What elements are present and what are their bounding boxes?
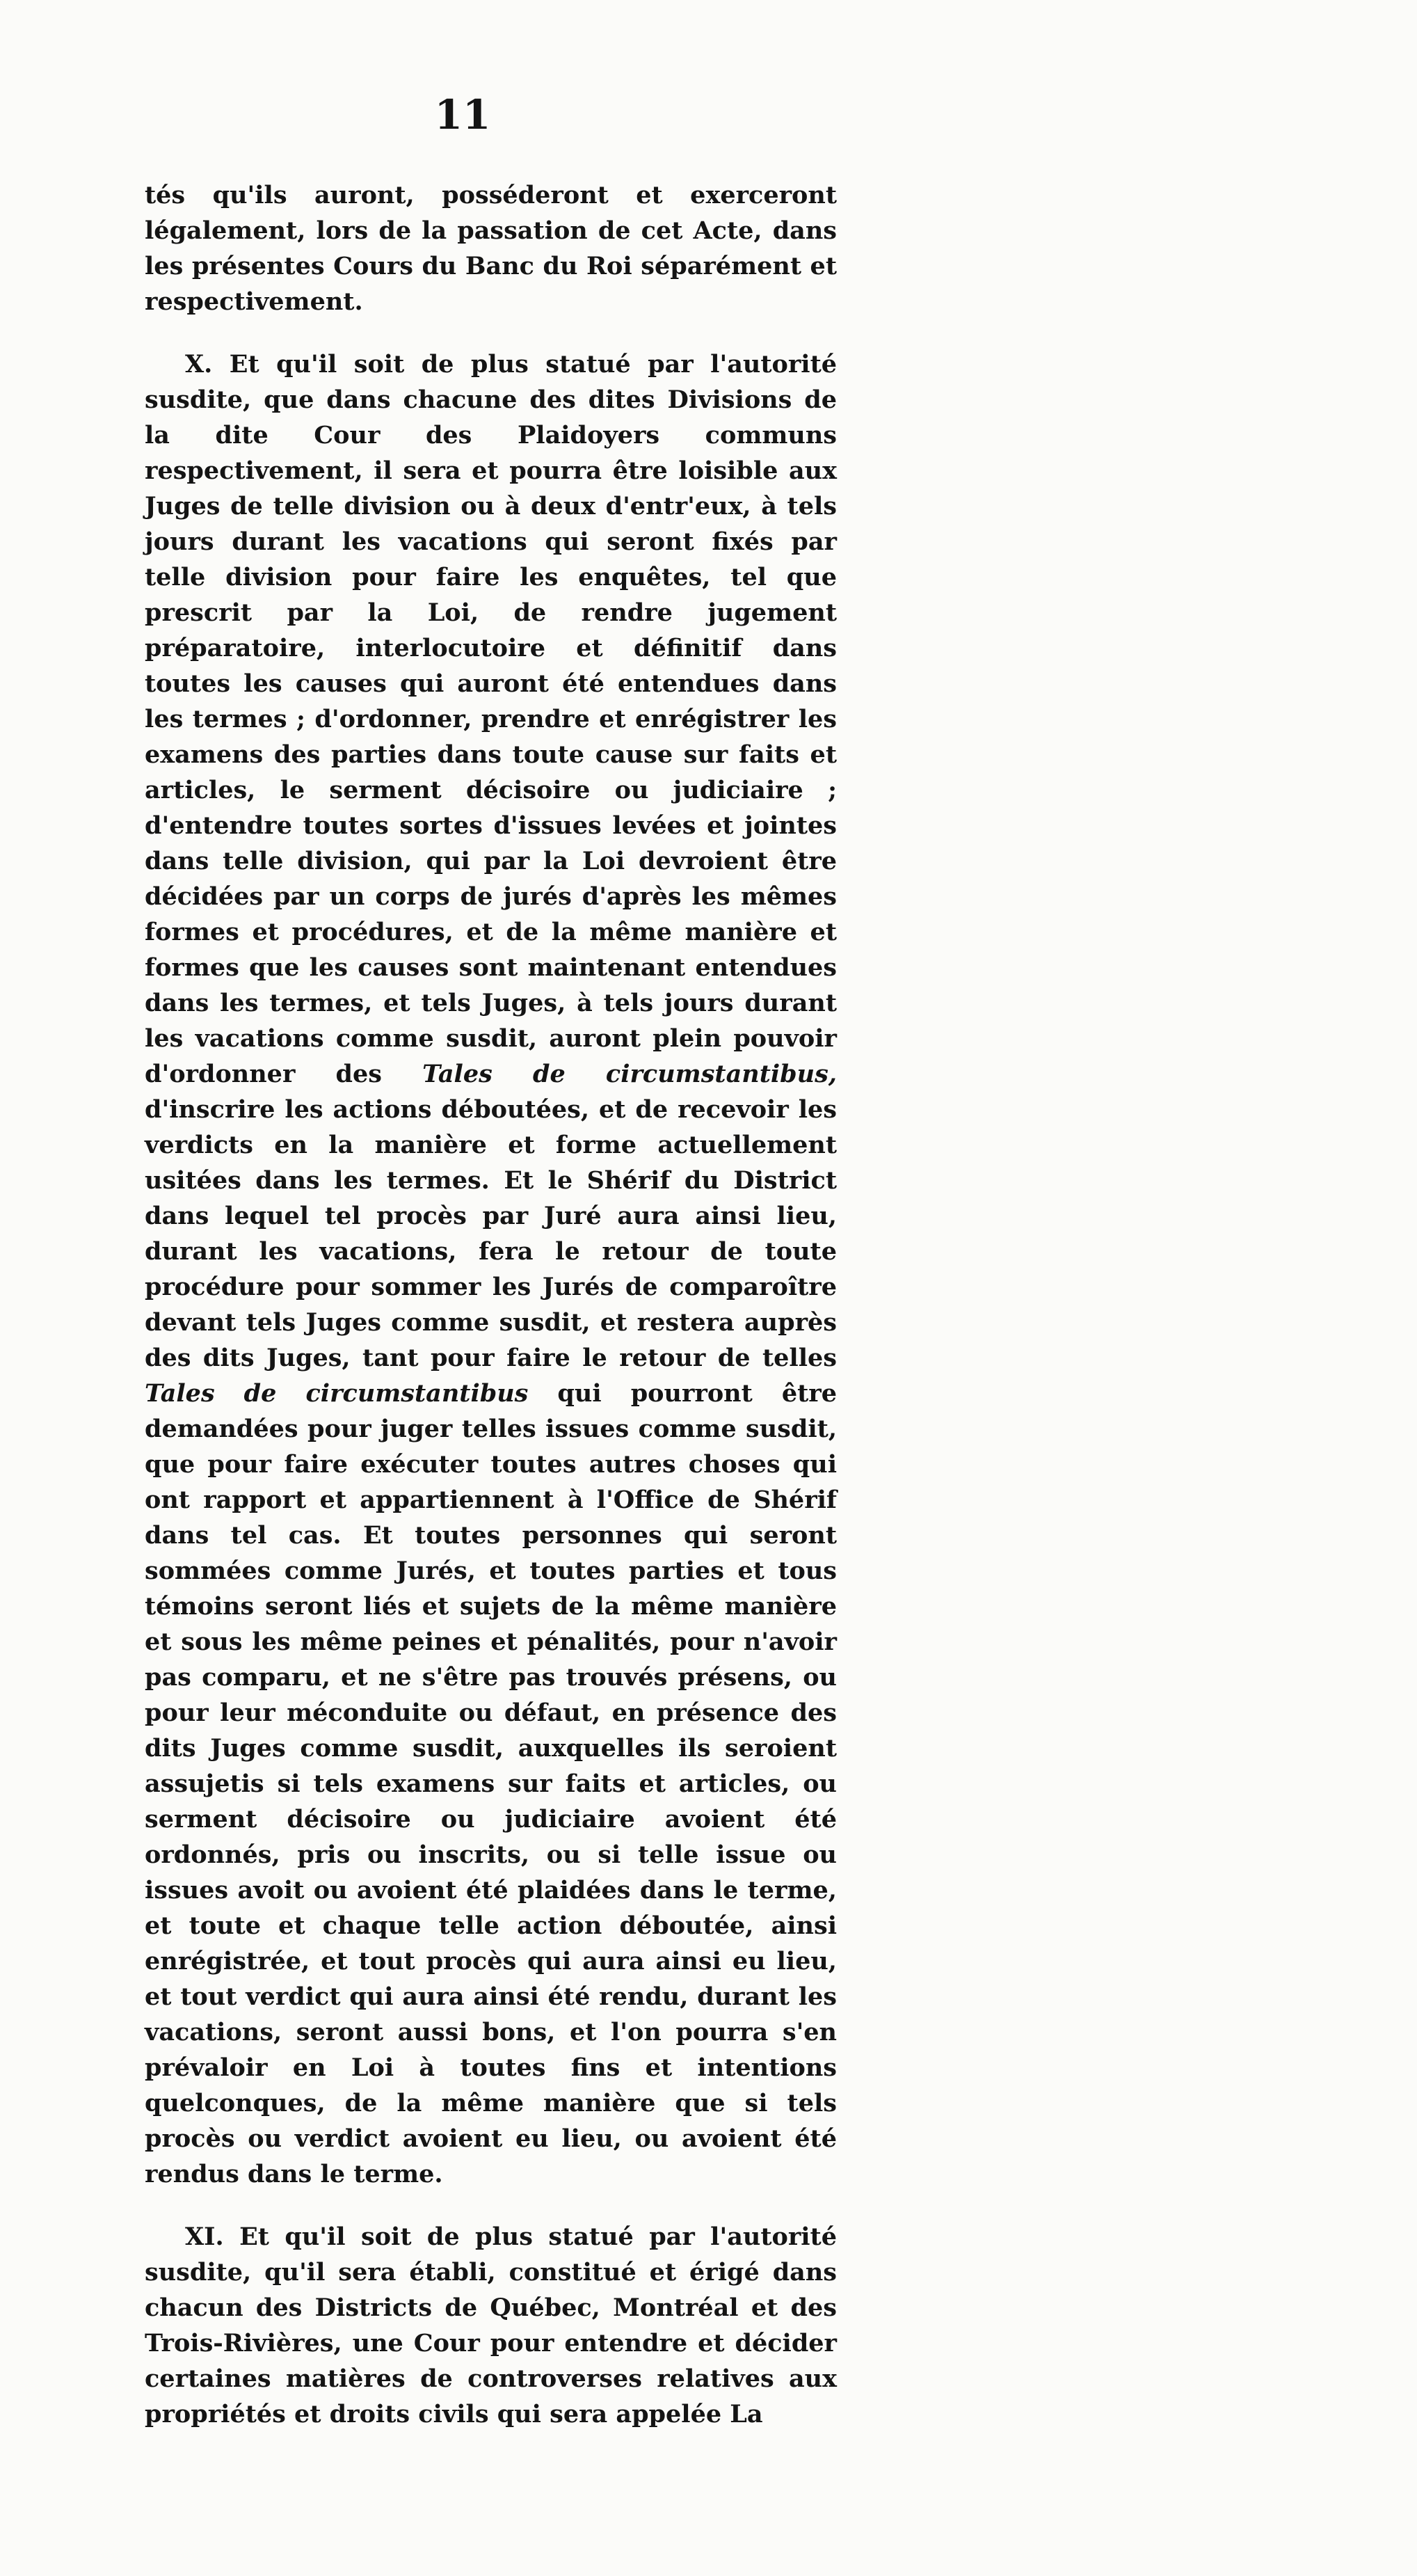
paragraph-section-xi: XI. Et qu'il soit de plus statué par l'autorité susdite, qu'il sera établi, constitué et érigé dans chacun des Districts de Québec, Montréal et des Trois-Rivières, une Cour pour entendre et décider certaines matières de controverses relatives aux propriétés et droits civils qui sera appelée La [145, 2223, 837, 2428]
paragraph-continuation: tés qu'ils auront, posséderont et exerceront légalement, lors de la passation de cet Acte, dans les présentes Cours du Banc du Roi séparément et respectivement. [145, 181, 837, 316]
paragraph-section-x [145, 347, 837, 2192]
section-x-latin-term-2: Tales de circumstantibus [145, 1379, 529, 1408]
section-x-text-2: d'inscrire les actions déboutées, et de recevoir les verdicts en la manière et forme actuellement usitées dans les termes. Et le Shérif du District dans lequel tel procès par Juré aura ainsi lieu, durant les vacations, fera le retour de toute procédure pour sommer les Jurés de comparoître devant tels Juges comme susdit, et restera auprès des dits Juges, tant pour faire le retour de telles [145, 1095, 837, 1372]
section-x-text-1: X. Et qu'il soit de plus statué par l'autorité susdite, que dans chacune des dites Divisions de la dite Cour des Plaidoyers communs respectivement, il sera et pourra être loisible aux Juges de telle division ou à deux d'entr'eux, à tels jours durant les vacations qui seront fixés par telle division pour faire les enquêtes, tel que prescrit par la Loi, de rendre jugement préparatoire, interlocutoire et définitif dans toutes les causes qui auront été entendues dans les termes ; d'ordonner, prendre et enrégistrer les examens des parties dans toute cause sur faits et articles, le serment décisoire ou judiciaire ; d'entendre toutes sortes d'issues levées et jointes dans telle division, qui par la Loi devroient être décidées par un corps de jurés d'après les mêmes formes et procédures, et de la même manière et formes que les causes sont maintenant entendues dans les termes, et tels Juges, à tels jours durant les vacations comme susdit, auront plein pouvoir d'ordonner des [145, 350, 837, 1088]
section-x-latin-term-1: Tales de circumstantibus, [422, 1060, 837, 1088]
text-column [145, 177, 837, 2432]
section-x-text-3: qui pourront être demandées pour juger telles issues comme susdit, que pour faire exécuter toutes autres choses qui ont rapport et appartiennent à l'Office de Shérif dans tel cas. Et toutes personnes qui seront sommées comme Jurés, et toutes parties et tous témoins seront liés et sujets de la même manière et sous les même peines et pénalités, pour n'avoir pas comparu, et ne s'être pas trouvés présens, ou pour leur méconduite ou défaut, en présence des dits Juges comme susdit, auxquelles ils seroient assujetis si tels examens sur faits et articles, ou serment décisoire ou judiciaire avoient été ordonnés, pris ou inscrits, ou si telle issue ou issues avoit ou avoient été plaidées dans le terme, et toute et chaque telle action déboutée, ainsi enrégistrée, et tout procès qui aura ainsi eu lieu, et tout verdict qui aura ainsi été rendu, durant les vacations, seront aussi bons, et l'on pourra s'en prévaloir en Loi à toutes fins et intentions quelconques, de la même manière que si tels procès ou verdict avoient eu lieu, ou avoient été rendus dans le terme. [145, 1379, 837, 2188]
page-number: 11 [434, 91, 491, 138]
